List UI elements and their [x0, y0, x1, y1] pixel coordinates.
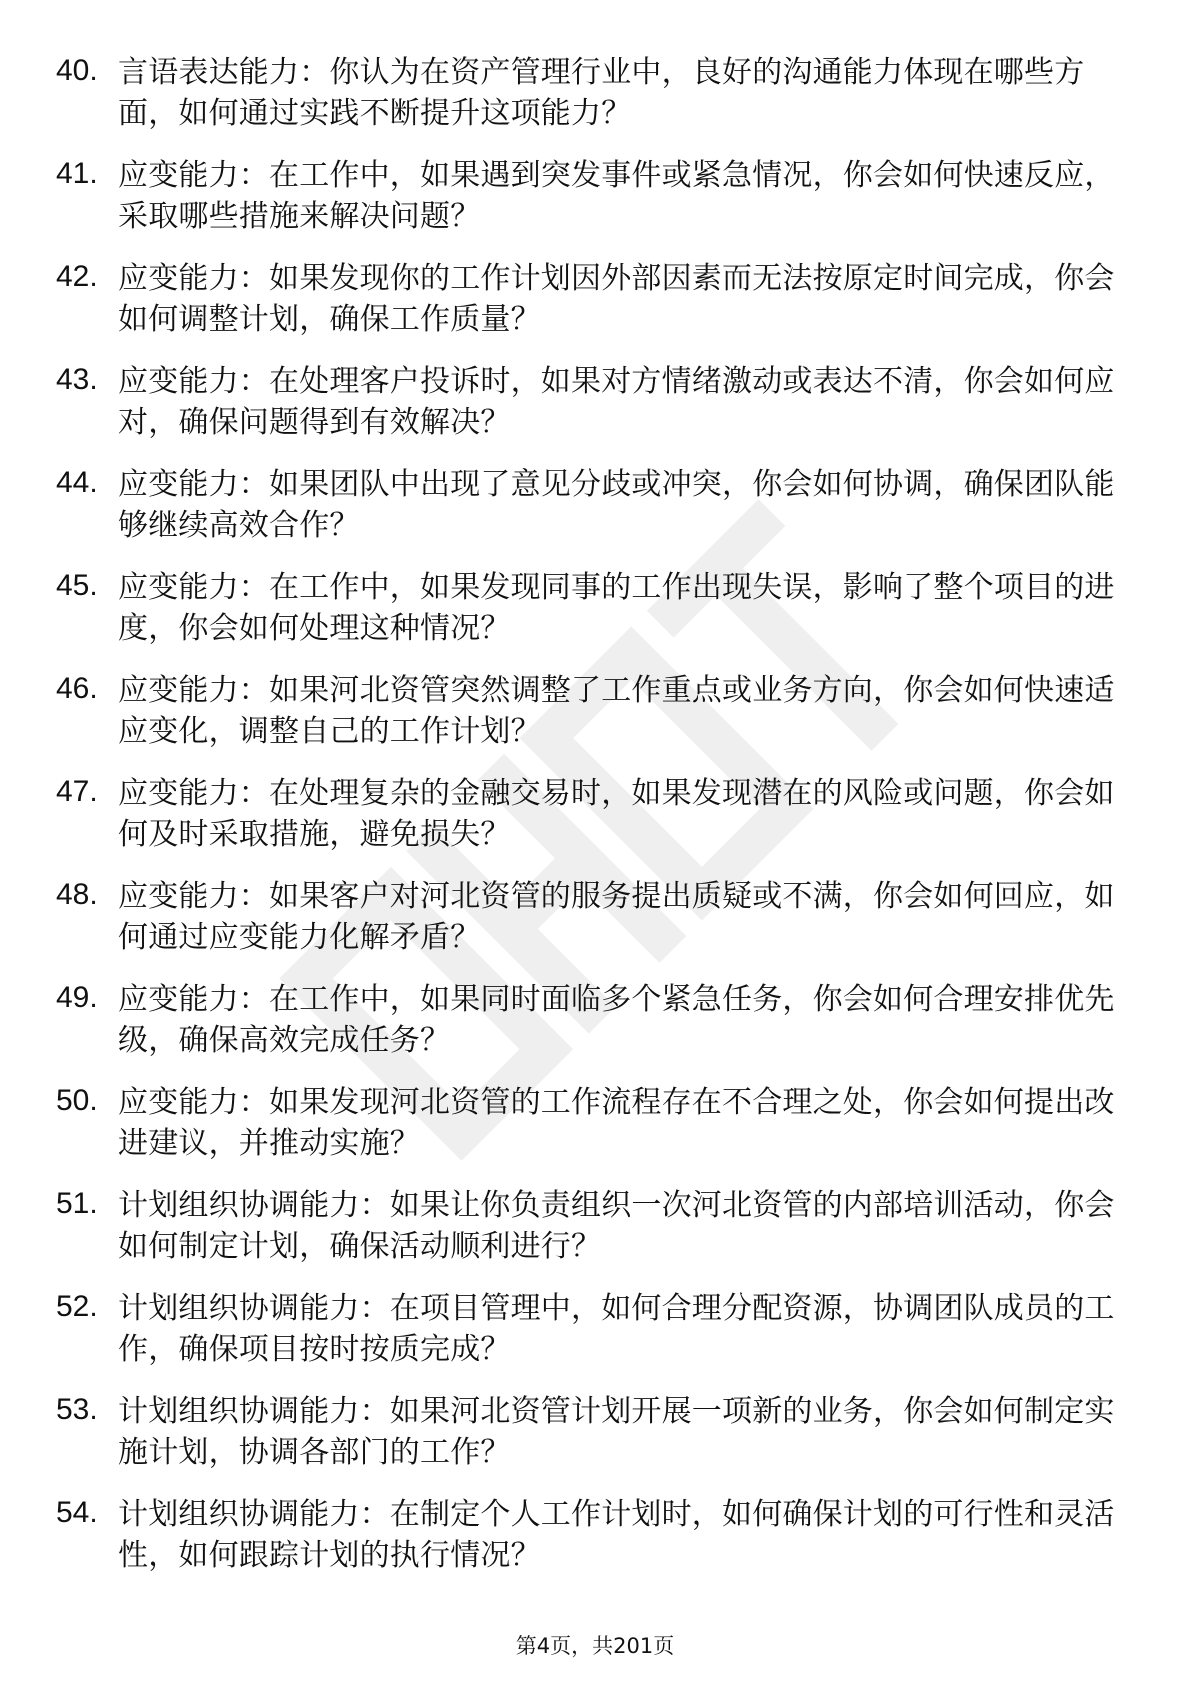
question-text: 应变能力：如果客户对河北资管的服务提出质疑或不满，你会如何回应，如何通过应变能力化解矛盾？ [118, 879, 1115, 955]
list-item [56, 464, 1126, 567]
question-number: 40. [56, 54, 98, 87]
question-text: 应变能力：如果河北资管突然调整了工作重点或业务方向，你会如何快速适应变化，调整自己的工作计划？ [118, 673, 1115, 749]
question-number: 48. [56, 878, 98, 911]
question-number: 52. [56, 1290, 98, 1323]
page-number-label: 第4页，共201页 [515, 1634, 675, 1658]
list-item [56, 773, 1126, 876]
question-text: 言语表达能力：你认为在资产管理行业中，良好的沟通能力体现在哪些方面，如何通过实践不断提升这项能力？ [118, 55, 1085, 131]
question-list [56, 52, 1126, 1597]
question-text: 计划组织协调能力：如果河北资管计划开展一项新的业务，你会如何制定实施计划，协调各部门的工作？ [118, 1394, 1115, 1470]
list-item [56, 1288, 1126, 1391]
question-text: 应变能力：在工作中，如果发现同事的工作出现失误，影响了整个项目的进度，你会如何处理这种情况？ [118, 570, 1115, 646]
list-item [56, 876, 1126, 979]
question-number: 44. [56, 466, 98, 499]
question-number: 53. [56, 1393, 98, 1426]
list-item [56, 361, 1126, 464]
page-footer [0, 1632, 1190, 1660]
question-text: 应变能力：如果发现你的工作计划因外部因素而无法按原定时间完成，你会如何调整计划，确保工作质量？ [118, 261, 1115, 337]
list-item [56, 155, 1126, 258]
question-text: 应变能力：在工作中，如果同时面临多个紧急任务，你会如何合理安排优先级，确保高效完成任务？ [118, 982, 1115, 1058]
question-number: 50. [56, 1084, 98, 1117]
question-number: 43. [56, 363, 98, 396]
list-item [56, 1082, 1126, 1185]
question-text: 计划组织协调能力：在制定个人工作计划时，如何确保计划的可行性和灵活性，如何跟踪计划的执行情况？ [118, 1497, 1115, 1573]
question-number: 49. [56, 981, 98, 1014]
question-number: 42. [56, 260, 98, 293]
question-text: 应变能力：如果发现河北资管的工作流程存在不合理之处，你会如何提出改进建议，并推动实施？ [118, 1085, 1115, 1161]
list-item [56, 258, 1126, 361]
question-number: 46. [56, 672, 98, 705]
question-number: 51. [56, 1187, 98, 1220]
question-number: 47. [56, 775, 98, 808]
question-text: 应变能力：如果团队中出现了意见分歧或冲突，你会如何协调，确保团队能够继续高效合作？ [118, 467, 1115, 543]
list-item [56, 670, 1126, 773]
question-number: 45. [56, 569, 98, 602]
question-text: 应变能力：在工作中，如果遇到突发事件或紧急情况，你会如何快速反应，采取哪些措施来解决问题？ [118, 158, 1115, 234]
question-text: 计划组织协调能力：在项目管理中，如何合理分配资源，协调团队成员的工作，确保项目按时按质完成？ [118, 1291, 1115, 1367]
list-item [56, 1391, 1126, 1494]
question-text: 应变能力：在处理复杂的金融交易时，如果发现潜在的风险或问题，你会如何及时采取措施，避免损失？ [118, 776, 1115, 852]
list-item [56, 1185, 1126, 1288]
list-item [56, 567, 1126, 670]
list-item [56, 52, 1126, 155]
question-text: 计划组织协调能力：如果让你负责组织一次河北资管的内部培训活动，你会如何制定计划，确保活动顺利进行？ [118, 1188, 1115, 1264]
list-item [56, 1494, 1126, 1597]
question-text: 应变能力：在处理客户投诉时，如果对方情绪激动或表达不清，你会如何应对，确保问题得到有效解决？ [118, 364, 1115, 440]
question-number: 54. [56, 1496, 98, 1529]
question-number: 41. [56, 157, 98, 190]
list-item [56, 979, 1126, 1082]
